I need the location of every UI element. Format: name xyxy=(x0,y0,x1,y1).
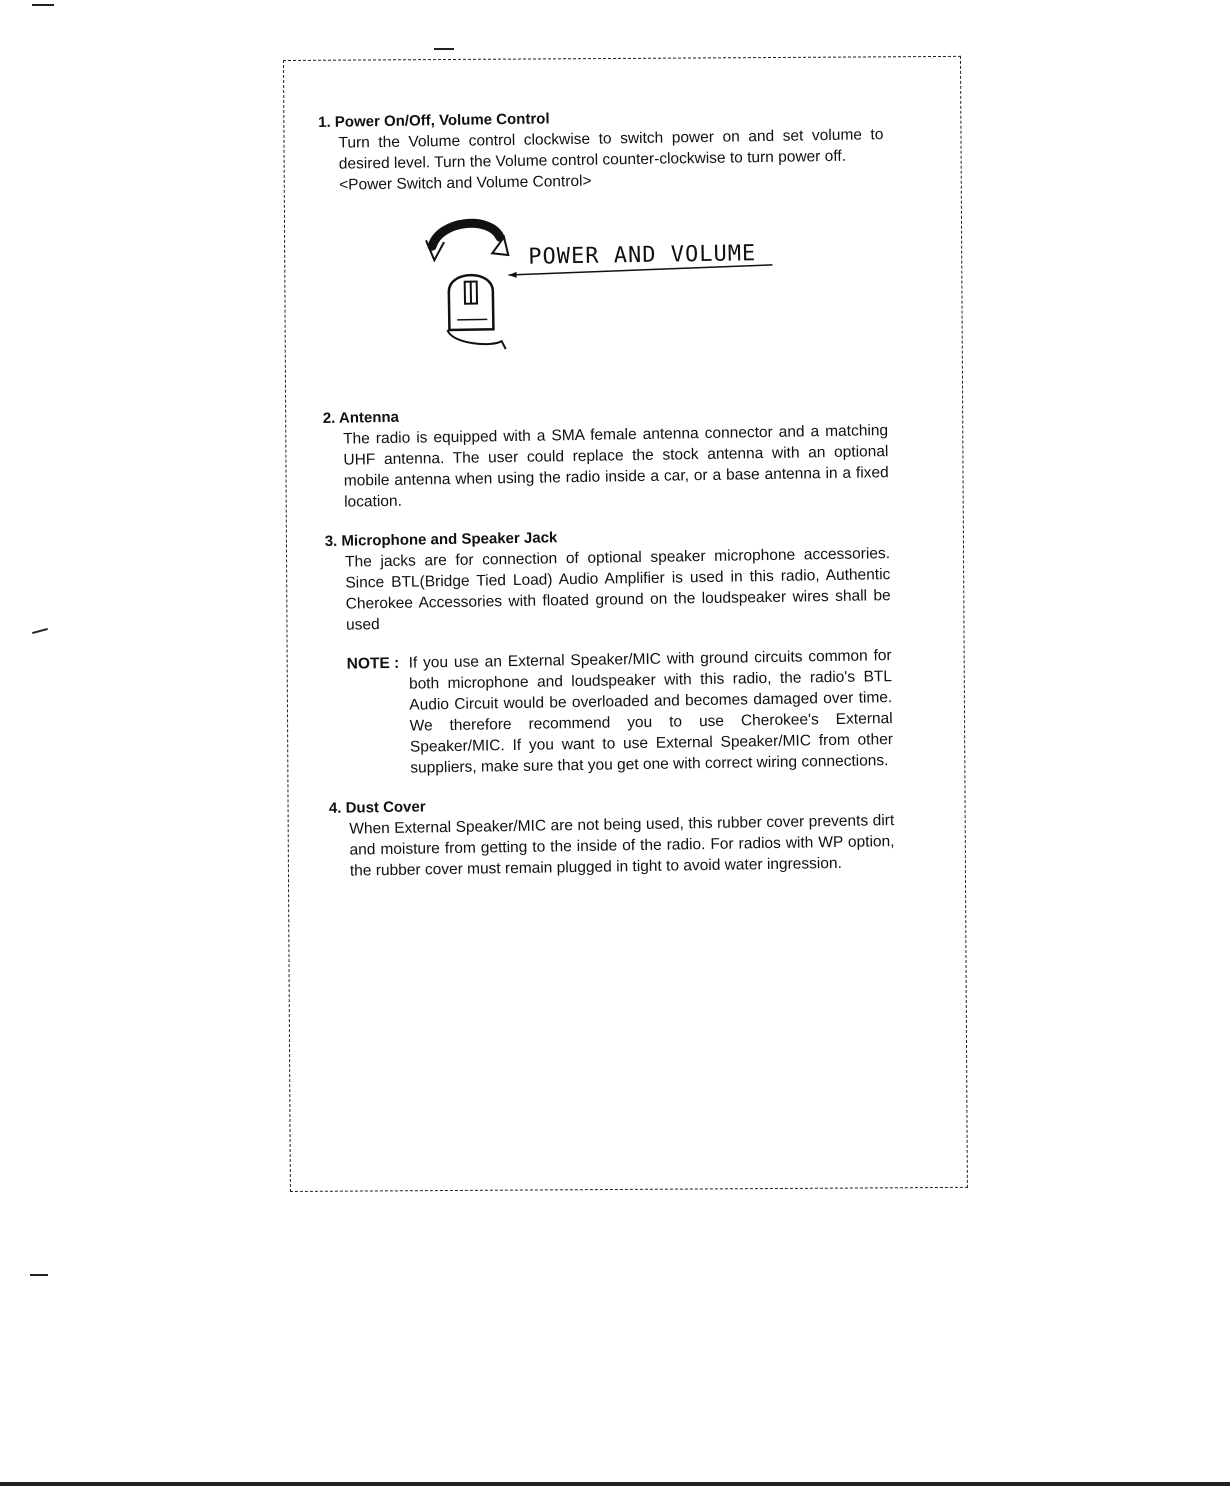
section-body: Turn the Volume control clockwise to switch power on and set volume to desired level. Turn the Volume control counter-clockwise to turn power off. xyxy=(338,126,884,173)
section-antenna xyxy=(323,399,890,513)
power-volume-figure xyxy=(320,205,888,394)
volume-knob-icon xyxy=(420,207,783,383)
section-heading: 1. Power On/Off, Volume Control xyxy=(318,110,550,131)
note-block xyxy=(347,645,894,780)
note-text: If you use an External Speaker/MIC with ground circuits common for both microphone and loudspeaker with this radio, the radio's BTL Audio Circuit would be overloaded and becomes damaged over time. We therefore recommend you to use Cherokee's External Speaker/MIC. If you want to use External Speaker/MIC from other suppliers, make sure that you get one with correct wiring connections. xyxy=(408,647,894,777)
scan-mark xyxy=(32,4,54,6)
figure-caption: <Power Switch and Volume Control> xyxy=(339,172,592,194)
scan-mark xyxy=(32,628,48,634)
scan-mark xyxy=(30,1274,48,1276)
section-heading: 2. Antenna xyxy=(322,408,400,427)
section-dust-cover xyxy=(329,789,895,882)
section-body: When External Speaker/MIC are not being used, this rubber cover prevents dirt and moisture from getting to the inside of the radio. For radios with WP option, the rubber cover must remain plugged in tight to avoid water ingression. xyxy=(349,812,895,880)
section-heading: 3. Microphone and Speaker Jack xyxy=(324,529,558,550)
scan-mark xyxy=(0,1482,1230,1486)
note-label: NOTE : xyxy=(346,654,400,673)
manual-page xyxy=(318,103,895,900)
section-power-volume xyxy=(318,103,884,196)
section-heading: 4. Dust Cover xyxy=(328,798,426,817)
section-mic-speaker-jack xyxy=(325,522,892,636)
section-body: The radio is equipped with a SMA female antenna connector and a matching UHF antenna. The user could replace the stock antenna with an optional mobile antenna when using the radio inside a car, or a base antenna in a fixed location. xyxy=(343,422,889,511)
section-body: The jacks are for connection of optional speaker microphone accessories. Since BTL(Bridge Tied Load) Audio Amplifier is used in this radio, Authentic Cherokee Accessories with floated ground on the loudspeaker wires shall be used xyxy=(344,545,891,634)
scan-mark xyxy=(434,48,454,50)
figure-label: POWER AND VOLUME xyxy=(528,241,757,270)
